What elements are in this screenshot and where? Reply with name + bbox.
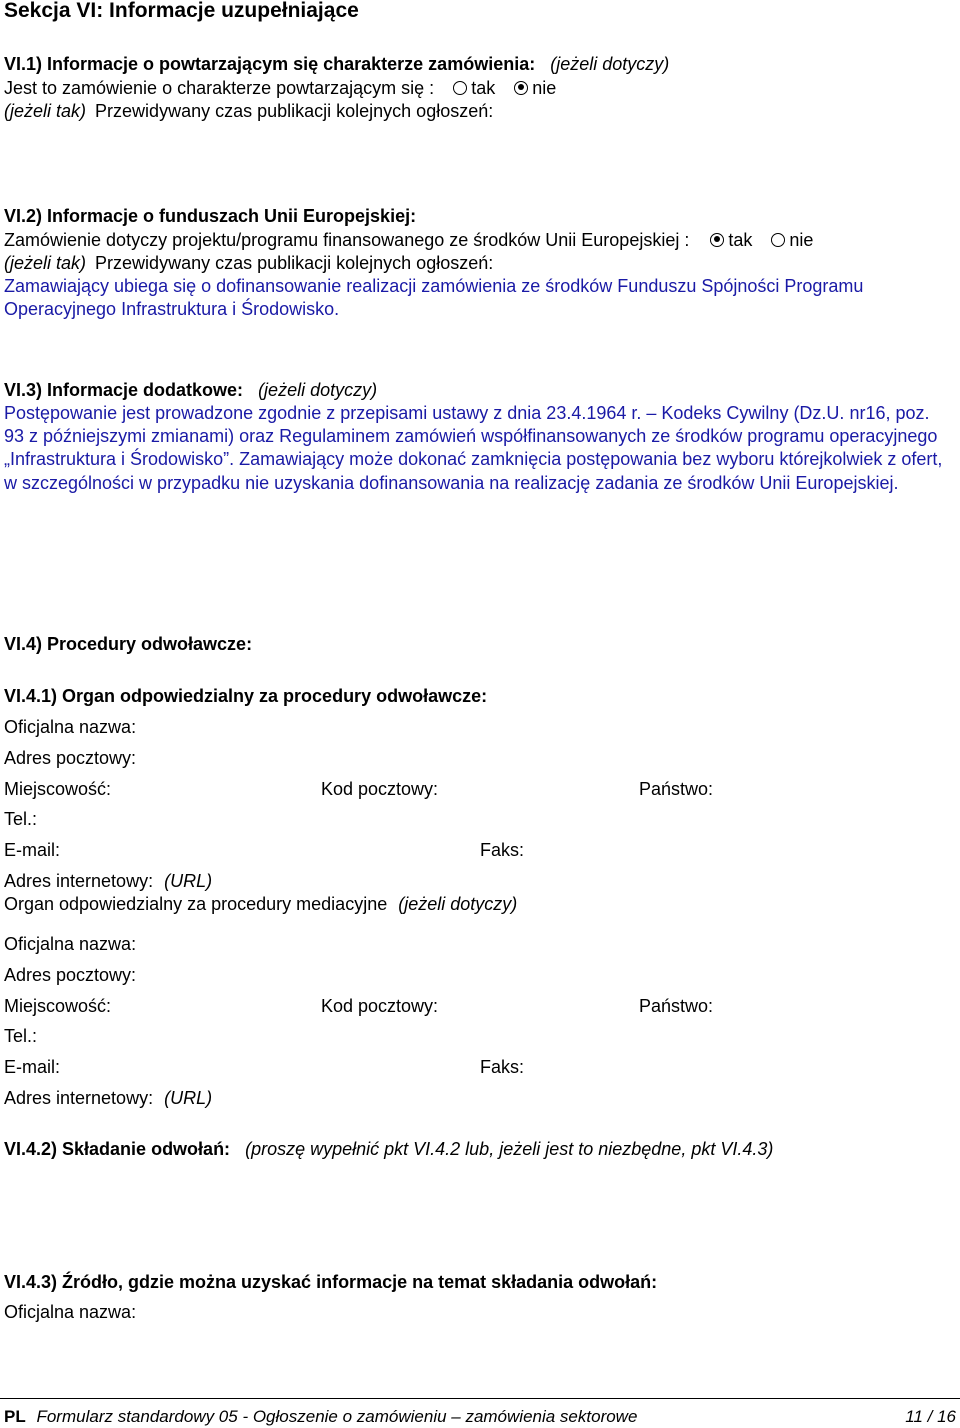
- mediation-tel: Tel.:: [4, 1026, 38, 1046]
- vi42-line: [4, 1138, 773, 1160]
- vi43-heading: VI.4.3) Źródło, gdzie można uzyskać informacje na temat składania odwołań:: [4, 1272, 658, 1292]
- vi3-answer: Postępowanie jest prowadzone zgodnie z przepisami ustawy z dnia 23.4.1964 r. – Kodeks Cywilny (Dz.U. nr16, poz. 93 z późniejszymi zmianami) oraz Regulaminem zamówień współfinansowanych ze środków programu operacyjnego „Infrastruktura i Środowisko”. Zamawiający może dokonać zamknięcia postępowania bez wyboru którejkolwiek z ofert, w szczególności w przypadku nie uzyskania dofinansowania na realizację zadania ze środków Unii Europejskiej.: [4, 403, 943, 493]
- vi1-followup-line: [4, 100, 493, 122]
- vi1-followup-text: Przewidywany czas publikacji kolejnych ogłoszeń:: [95, 101, 494, 121]
- mediation-country: Państwo:: [639, 996, 714, 1016]
- vi2-question-line: [4, 229, 813, 251]
- vi41-town: Miejscowość:: [4, 779, 112, 799]
- vi1-radio-tak[interactable]: [453, 81, 467, 95]
- vi41-tel: Tel.:: [4, 809, 38, 829]
- vi1-radio-nie-label: nie: [532, 78, 557, 98]
- footer-page: 11 / 16: [905, 1407, 956, 1426]
- vi1-heading-note: (jeżeli dotyczy): [550, 54, 670, 74]
- footer-form-name: Formularz standardowy 05 - Ogłoszenie o zamówieniu – zamówienia sektorowe: [36, 1407, 638, 1426]
- vi41-country: Państwo:: [639, 779, 714, 799]
- vi41-postal-address: Adres pocztowy:: [4, 748, 137, 768]
- vi41-postal-code: Kod pocztowy:: [321, 779, 439, 799]
- vi2-radio-nie[interactable]: [771, 233, 785, 247]
- vi2-followup-text: Przewidywany czas publikacji kolejnych ogłoszeń:: [95, 253, 494, 273]
- vi1-heading: VI.1) Informacje o powtarzającym się charakterze zamówienia:: [4, 54, 536, 74]
- vi2-answer: Zamawiający ubiega się o dofinansowanie realizacji zamówienia ze środków Funduszu Spójności Programu Operacyjnego Infrastruktura i Środowisko.: [4, 276, 864, 320]
- vi42-note: (proszę wypełnić pkt VI.4.2 lub, jeżeli jest to niezbędne, pkt VI.4.3): [245, 1139, 774, 1159]
- footer-left: [4, 1406, 637, 1428]
- vi3-heading-line: [4, 379, 377, 401]
- mediation-note: (jeżeli dotyczy): [398, 894, 518, 914]
- mediation-email: E-mail:: [4, 1057, 61, 1077]
- vi2-heading: VI.2) Informacje o funduszach Unii Europejskiej:: [4, 206, 417, 226]
- vi42-heading: VI.4.2) Składanie odwołań:: [4, 1139, 231, 1159]
- vi1-question: Jest to zamówienie o charakterze powtarzającym się :: [4, 78, 435, 98]
- vi3-heading: VI.3) Informacje dodatkowe:: [4, 380, 244, 400]
- vi1-radio-tak-label: tak: [471, 78, 496, 98]
- mediation-label: Organ odpowiedzialny za procedury mediacyjne: [4, 894, 388, 914]
- vi41-fax: Faks:: [480, 840, 525, 860]
- mediation-postal-address: Adres pocztowy:: [4, 965, 137, 985]
- vi41-url: (URL): [164, 871, 213, 891]
- mediation-line: [4, 893, 517, 915]
- vi2-radio-nie-label: nie: [789, 230, 814, 250]
- vi4-heading: VI.4) Procedury odwoławcze:: [4, 634, 253, 654]
- vi43-official-name: Oficjalna nazwa:: [4, 1302, 137, 1322]
- vi2-followup-note: (jeżeli tak): [4, 253, 87, 273]
- vi2-question: Zamówienie dotyczy projektu/programu finansowanego ze środków Unii Europejskiej :: [4, 230, 690, 250]
- vi2-radio-tak[interactable]: [710, 233, 724, 247]
- vi3-heading-note: (jeżeli dotyczy): [258, 380, 378, 400]
- vi41-internet-address: Adres internetowy:: [4, 871, 154, 891]
- footer-rule: [0, 1398, 960, 1399]
- mediation-official-name: Oficjalna nazwa:: [4, 934, 137, 954]
- vi41-internet-line: [4, 870, 212, 892]
- mediation-url: (URL): [164, 1088, 213, 1108]
- vi2-followup-line: [4, 252, 493, 274]
- mediation-town: Miejscowość:: [4, 996, 112, 1016]
- vi1-question-line: [4, 77, 556, 99]
- vi41-official-name: Oficjalna nazwa:: [4, 717, 137, 737]
- vi2-radio-tak-label: tak: [728, 230, 753, 250]
- mediation-fax: Faks:: [480, 1057, 525, 1077]
- mediation-internet-line: [4, 1087, 212, 1109]
- footer-lang: PL: [4, 1407, 26, 1426]
- vi41-heading: VI.4.1) Organ odpowiedzialny za procedury odwoławcze:: [4, 686, 488, 706]
- vi41-email: E-mail:: [4, 840, 61, 860]
- vi1-heading-line: [4, 53, 669, 75]
- section-title: Sekcja VI: Informacje uzupełniające: [4, 0, 359, 22]
- mediation-internet-address: Adres internetowy:: [4, 1088, 154, 1108]
- vi1-followup-note: (jeżeli tak): [4, 101, 87, 121]
- mediation-postal-code: Kod pocztowy:: [321, 996, 439, 1016]
- vi1-radio-nie[interactable]: [514, 81, 528, 95]
